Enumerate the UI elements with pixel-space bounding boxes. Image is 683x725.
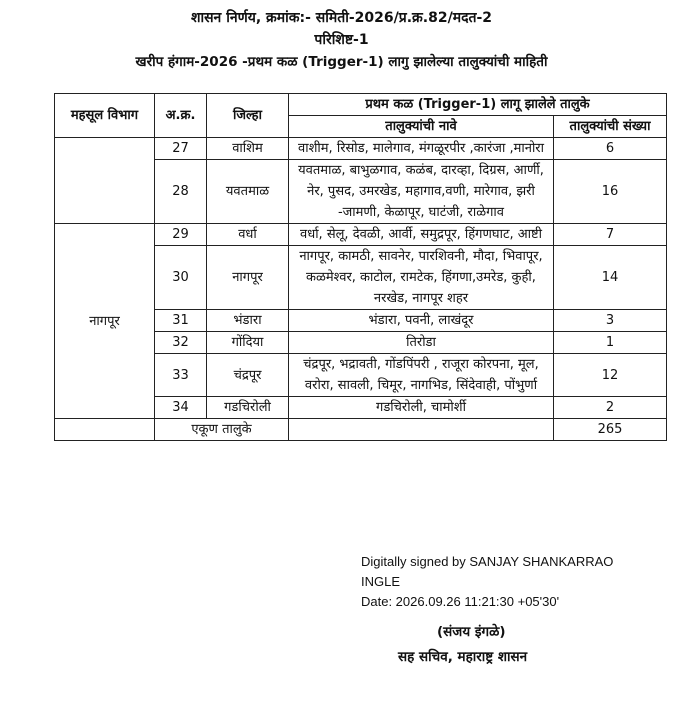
col-header-taluka-count: तालुक्यांची संख्या [554,116,667,138]
total-value: 265 [554,419,667,441]
sr-cell: 32 [155,332,207,354]
taluka-names-cell: नागपूर, कामठी, सावनेर, पारशिवनी, मौदा, भिवापूर, कळमेश्वर, काटोल, रामटेक, हिंगणा,उमरेड, कुही, नरखेड, नागपूर शहर [289,246,554,310]
taluka-names-cell: वाशीम, रिसोड, मालेगाव, मंगळूरपीर ,कारंजा ,मानोरा [289,138,554,160]
taluka-names-cell: गडचिरोली, चामोर्शी [289,397,554,419]
taluka-names-cell: यवतमाळ, बाभुळगाव, कळंब, दारव्हा, दिग्रस, आर्णी, नेर, पुसद, उमरखेड, महागाव,वणी, मारेगाव, झरी -जामणी, केळापूर, घाटंजी, राळेगाव [289,160,554,224]
sr-cell: 29 [155,224,207,246]
sr-cell: 30 [155,246,207,310]
sr-cell: 27 [155,138,207,160]
district-cell: भंडारा [207,310,289,332]
taluka-count-cell: 6 [554,138,667,160]
sr-cell: 28 [155,160,207,224]
taluka-count-cell: 12 [554,354,667,397]
col-header-taluka-names: तालुक्यांची नावे [289,116,554,138]
col-header-division: महसूल विभाग [55,94,155,138]
district-cell: यवतमाळ [207,160,289,224]
taluka-count-cell: 2 [554,397,667,419]
district-cell: नागपूर [207,246,289,310]
order-reference: शासन निर्णय, क्रमांक:- समिती-2026/प्र.क्र.82/मदत-2 [190,10,493,26]
district-cell: गोंदिया [207,332,289,354]
table-row [55,224,667,246]
digital-signature-block [361,552,613,612]
taluka-count-cell: 7 [554,224,667,246]
district-cell: वाशिम [207,138,289,160]
col-header-sr: अ.क्र. [155,94,207,138]
sr-cell: 33 [155,354,207,397]
annexure-label: परिशिष्ट-1 [314,32,369,48]
taluka-names-cell: भंडारा, पवनी, लाखंदूर [289,310,554,332]
taluka-table [54,93,667,441]
signature-date: Date: 2026.09.26 11:21:30 +05'30' [361,594,560,609]
sr-cell: 31 [155,310,207,332]
district-cell: गडचिरोली [207,397,289,419]
signature-line: Digitally signed by SANJAY SHANKARRAO [361,554,614,569]
taluka-count-cell: 1 [554,332,667,354]
taluka-count-cell: 16 [554,160,667,224]
sr-cell: 34 [155,397,207,419]
total-label: एकूण तालुके [155,419,289,441]
total-row [55,419,667,441]
signer-designation: सह सचिव, महाराष्ट्र शासन [398,649,528,665]
table-row [55,138,667,160]
division-cell: नागपूर [55,224,155,419]
taluka-names-cell: वर्धा, सेलू, देवळी, आर्वी, समुद्रपूर, हिंगणघाट, आष्टी [289,224,554,246]
district-cell: चंद्रपूर [207,354,289,397]
signer-name: (संजय इंगळे) [437,624,506,640]
taluka-names-cell: चंद्रपूर, भद्रावती, गोंडपिंपरी , राजूरा कोरपना, मूल, वरोरा, सावली, चिमूर, नागभिड, सिंदेवाही, पोंभुर्णा [289,354,554,397]
taluka-count-cell: 14 [554,246,667,310]
col-header-group: प्रथम कळ (Trigger-1) लागू झालेले तालुके [289,94,667,116]
division-cell [55,138,155,224]
signature-line: INGLE [361,574,401,589]
taluka-names-cell: तिरोडा [289,332,554,354]
col-header-district: जिल्हा [207,94,289,138]
taluka-count-cell: 3 [554,310,667,332]
district-cell: वर्धा [207,224,289,246]
document-title: खरीप हंगाम-2026 -प्रथम कळ (Trigger-1) लागु झालेल्या तालुक्यांची माहिती [135,54,548,70]
